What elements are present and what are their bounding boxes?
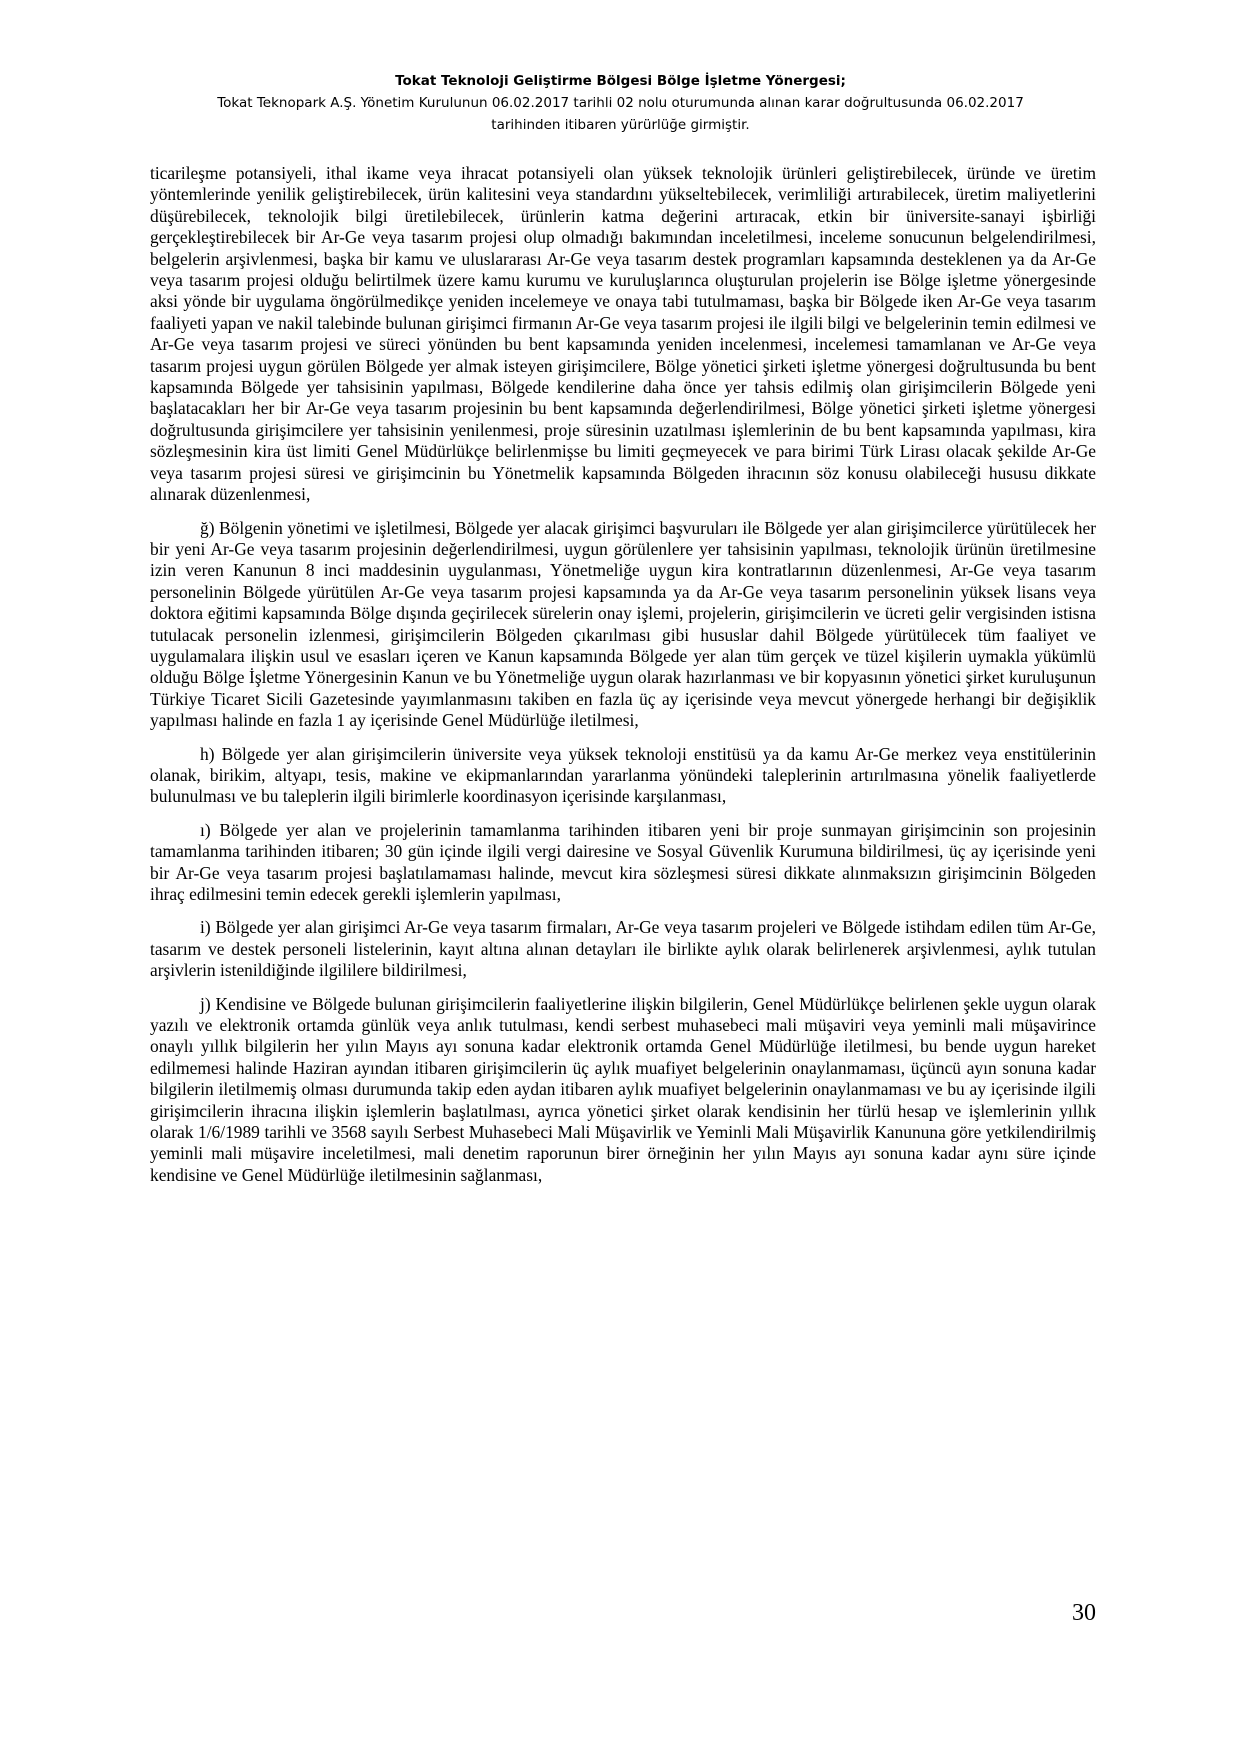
- page-header: [120, 70, 1121, 136]
- paragraph-item-j: j) Kendisine ve Bölgede bulunan girişimcilerin faaliyetlerine ilişkin bilgilerin, Genel Müdürlükçe belirlenen şekle uygun olarak yazılı ve elektronik ortamda günlük veya anlık tutulması, kendi serbest muhasebeci mali müşaviri veya yeminli mali müşavirince onaylı yıllık bilgilerin her yılın Mayıs ayı sonuna kadar elektronik ortamda Genel Müdürlüğe iletilmesi, bu bende uygun hareket edilmemesi halinde Haziran ayından itibaren girişimcilerin üç aylık muafiyet belgelerinin onaylanmaması, üçüncü ayın sonuna kadar bilgilerin iletilmemiş olması durumunda takip eden aydan itibaren aylık muafiyet belgelerinin onaylanmaması ve bu ay içerisinde ilgili girişimcilerin ihracına ilişkin işlemlerin başlatılması, ayrıca yönetici şirket olarak kendisinin her türlü hesap ve işlemlerinin yıllık olarak 1/6/1989 tarihli ve 3568 sayılı Serbest Muhasebeci Mali Müşavirlik ve Yeminli Mali Müşavirlik Kanununa göre yetkilendirilmiş yeminli mali müşavire inceletilmesi, mali denetim raporunun birer örneğinin her yılın Mayıs ayı sonuna kadar aynı süre içinde kendisine ve Genel Müdürlüğe iletilmesinin sağlanması,: [150, 993, 1096, 1185]
- paragraph-item-g-breve: ğ) Bölgenin yönetimi ve işletilmesi, Bölgede yer alacak girişimci başvuruları ile Bölgede yer alan girişimcilerce yürütülecek her bir yeni Ar-Ge veya tasarım projesinin değerlendirilmesi, uygun görülenlere yer tahsisinin yapılması, teknolojik ürünün üretilmesine izin veren Kanunun 8 inci maddesinin uygulanması, Yönetmeliğe uygun kira kontratlarının düzenlenmesi, Ar-Ge veya tasarım personelinin Bölgede yürütülen Ar-Ge veya tasarım projesi kapsamında ya da Ar-Ge veya tasarım personelinin yüksek lisans veya doktora eğitimi kapsamında Bölge dışında geçirilecek sürelerin onay işlemi, projelerin, girişimcilerin ve ücreti gelir vergisinden istisna tutulacak personelin izlenmesi, girişimcilerin Bölgeden çıkarılması gibi hususlar dahil Bölgede yürütülecek tüm faaliyet ve uygulamalara ilişkin usul ve esasları içeren ve Kanun kapsamında Bölgede yer alan tüm gerçek ve tüzel kişilerin uymakla yükümlü olduğu Bölge İşletme Yönergesinin Kanun ve bu Yönetmeliğe uygun olarak hazırlanması ve bir kopyasının yönetici şirket kuruluşunun Türkiye Ticaret Sicili Gazetesinde yayımlanmasını takiben en fazla üç ay içerisinde veya mevcut yönergede herhangi bir değişiklik yapılması halinde en fazla 1 ay içerisinde Genel Müdürlüğe iletilmesi,: [150, 517, 1096, 731]
- paragraph-item-dotless-i: ı) Bölgede yer alan ve projelerinin tamamlanma tarihinden itibaren yeni bir proje sunmayan girişimcinin son projesinin tamamlanma tarihinden itibaren; 30 gün içinde ilgili vergi dairesine ve Sosyal Güvenlik Kurumuna bildirilmesi, üç ay içerisinde yeni bir Ar-Ge veya tasarım projesi başlatılamaması halinde, mevcut kira sözleşmesi süresi dikkate alınmaksızın girişimcinin Bölgeden ihraç edilmesini temin edecek gerekli işlemlerin yapılması,: [150, 819, 1096, 904]
- page-number: 30: [1072, 1600, 1096, 1626]
- header-subtitle-line2: tarihinden itibaren yürürlüğe girmiştir.: [491, 117, 750, 133]
- header-title: Tokat Teknoloji Geliştirme Bölgesi Bölge İşletme Yönergesi;: [395, 73, 846, 89]
- header-subtitle-line1: Tokat Teknopark A.Ş. Yönetim Kurulunun 06.02.2017 tarihli 02 nolu oturumunda alınan karar doğrultusunda 06.02.2017: [217, 95, 1024, 111]
- paragraph-item-i: i) Bölgede yer alan girişimci Ar-Ge veya tasarım firmaları, Ar-Ge veya tasarım projeleri ve Bölgede istihdam edilen tüm Ar-Ge, tasarım ve destek personeli listelerinin, kayıt altına alınan detayları ile birlikte aylık olarak belirlenerek arşivlenmesi, aylık tutulan arşivlerin istenildiğinde ilgililere bildirilmesi,: [150, 917, 1096, 981]
- paragraph-item-h: h) Bölgede yer alan girişimcilerin üniversite veya yüksek teknoloji enstitüsü ya da kamu Ar-Ge merkez veya enstitülerinin olanak, birikim, altyapı, tesis, makine ve ekipmanlarından yararlanma yönündeki taleplerinin artırılmasına yönelik faaliyetlerde bulunulması ve bu taleplerin ilgili birimlerle koordinasyon içerisinde karşılanması,: [150, 743, 1096, 807]
- document-body: [150, 163, 1096, 1198]
- paragraph-continuation: ticarileşme potansiyeli, ithal ikame veya ihracat potansiyeli olan yüksek teknolojik ürünleri geliştirebilecek, üründe ve üretim yöntemlerinde yenilik geliştirebilecek, ürün kalitesini veya standardını yükseltebilecek, verimliliği artırabilecek, üretim maliyetlerini düşürebilecek, teknolojik bilgi üretilebilecek, ürünlerin katma değerini artıracak, etkin bir üniversite-sanayi işbirliği gerçekleştirebilecek bir Ar-Ge veya tasarım projesi olup olmadığı bakımından inceletilmesi, inceleme sonucunun belgelendirilmesi, belgelerin arşivlenmesi, başka bir kamu ve uluslararası Ar-Ge veya tasarım destek programları kapsamında desteklenen ya da Ar-Ge veya tasarım projesi olduğu belirtilmek üzere kamu kurumu ve kuruluşlarınca oluşturulan projelerin ise Bölge işletme yönergesinde aksi yönde bir uygulama öngörülmedikçe yeniden incelemeye ve onaya tabi tutulmaması, başka bir Bölgede iken Ar-Ge veya tasarım faaliyeti yapan ve nakil talebinde bulunan girişimci firmanın Ar-Ge veya tasarım projesi ile ilgili bilgi ve belgelerinin temin edilmesi ve Ar-Ge veya tasarım projesi ve süreci yönünden bu bent kapsamında yeniden incelenmesi, incelemesi tamamlanan ve Ar-Ge veya tasarım projesi uygun görülen Bölgede yer almak isteyen girişimcilere, Bölge yönetici şirketi işletme yönergesi doğrultusunda bu bent kapsamında Bölgede yer tahsisinin yapılması, Bölgede kendilerine daha önce yer tahsis edilmiş olan girişimcilerin Bölgede yeni başlatacakları her bir Ar-Ge veya tasarım projesinin bu bent kapsamında değerlendirilmesi, Bölge yönetici şirketi işletme yönergesi doğrultusunda girişimcilere yer tahsisinin yenilenmesi, proje süresinin uzatılması işlemlerinin de bu bent kapsamında yapılması, kira sözleşmesinin kira üst limiti Genel Müdürlükçe belirlenmişse bu limiti geçmeyecek ve para birimi Türk Lirası olacak şekilde Ar-Ge veya tasarım projesi süresi ve girişimcinin bu Yönetmelik kapsamında Bölgeden ihracının söz konusu olabileceği hususu dikkate alınarak düzenlenmesi,: [150, 163, 1096, 505]
